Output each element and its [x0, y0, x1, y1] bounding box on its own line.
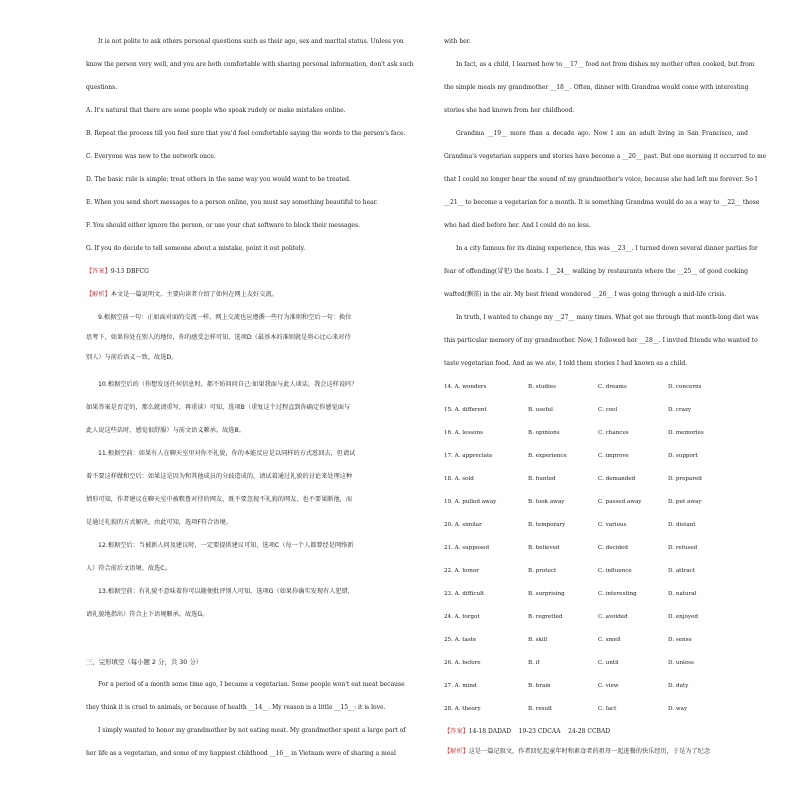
option-e: E. When you send short messages to a person online, you must say something beautiful to hear.: [86, 199, 378, 206]
explanation-line: 9.根据空前一句：正如面对面的交流一样，网上交流也应遵循一些行为准则和空后一句：换位: [98, 314, 352, 321]
option-choice: D. prepared: [668, 476, 702, 482]
option-choice: D. crazy: [668, 407, 692, 413]
option-choice: 22. A. honor: [444, 568, 479, 574]
analysis-line: [444, 748, 748, 756]
option-choice: D. attract: [668, 568, 696, 574]
cloze-line: they think it is cruel to animals, or because of health __14__. My reason is a little __15__: it is love.: [86, 704, 386, 711]
analysis-line: [86, 291, 390, 299]
option-choice: 15. A. different: [444, 407, 487, 413]
analysis-value: 本文是一篇说明文。主要向读者介绍了如何在网上友好交流。: [110, 291, 278, 298]
explanation-line: 是通过礼貌的方式解决。由此可知，选项F符合语境。: [86, 519, 232, 526]
answer-line: [86, 268, 390, 276]
option-choice: D. put away: [668, 499, 702, 505]
answer-value: 9-13 DBFCG: [110, 268, 149, 275]
explanation-line: 着不要这样做和空后：如果这是因为和其他成员的分歧造成的，请试着通过礼貌的讨论来处理这种: [86, 473, 353, 480]
explanation-line: 此人说这些话时，感觉很舒服）与前文语义顺承。故选B。: [86, 427, 245, 434]
option-choice: B. opinions: [528, 430, 560, 436]
option-choice: C. dreams: [598, 384, 627, 390]
cloze-line: the simple meals my grandmother __18__. Often, dinner with Grandma would come with interesting: [444, 84, 749, 91]
answer-label: 【答案】: [86, 268, 111, 275]
cloze-line: taste vegetarian food. And as we ate, I told them stories I had known as a child.: [444, 360, 688, 367]
answer-label: 【答案】: [444, 728, 469, 735]
option-choice: B. regretted: [528, 614, 563, 620]
option-choice: D. refused: [668, 545, 698, 551]
option-choice: D. enjoyed: [668, 614, 698, 620]
explanation-line: 人）符合前后文语境。故选C。: [86, 565, 171, 572]
explanation-line: 思考下，如果你处在别人的地位，你的感受怎样可知，选项D（最基本的准则就是将心比心来对待: [86, 334, 351, 341]
option-choice: C. various: [598, 522, 627, 528]
answer-line: [444, 728, 748, 736]
option-a: A. It's natural that there are some people who speak rudely or make mistakes online.: [86, 107, 346, 114]
option-choice: 19. A. pulled away: [444, 499, 497, 505]
option-choice: D. natural: [668, 591, 697, 597]
cloze-line: Grandma __19__ more than a decade ago. Now I am an adult living in San Francisco, and: [456, 130, 748, 137]
option-choice: C. improve: [598, 453, 629, 459]
cloze-line: stories she had known from her childhood.: [444, 107, 575, 114]
paragraph-line: questions.: [86, 84, 118, 91]
option-choice: D. sense: [668, 637, 692, 643]
option-choice: B. result: [528, 706, 553, 712]
explanation-line: 11.根据空前：如果有人在聊天室里对你不礼貌，你的本能反应是以同样的方式怼回去，但请试: [98, 450, 356, 457]
option-choice: B. skill: [528, 637, 548, 643]
cloze-line: In a city famous for its dining experience, this was __23__. I turned down several dinner parties for: [456, 245, 758, 252]
analysis-value: 这是一篇记叙文，作者回忆起童年时和素食者的祖母一起进餐的快乐经历，于是为了纪念: [468, 748, 711, 755]
option-choice: 26. A. before: [444, 660, 481, 666]
option-choice: D. duty: [668, 683, 689, 689]
option-choice: D. concerns: [668, 384, 702, 390]
explanation-line: 10.根据空后的（你想发送任何信息时，都不妨问问自己:如果我面与此人谈话，我会这样说吗？: [98, 381, 358, 388]
option-choice: C. until: [598, 660, 619, 666]
option-choice: C. smell: [598, 637, 621, 643]
analysis-label: 【解析】: [86, 291, 111, 298]
section-title: 三、完形填空（每小题 2 分，共 30 分）: [86, 658, 203, 666]
option-g: G. If you do decide to tell someone about a mistake, point it out politely.: [86, 245, 306, 252]
option-choice: 27. A. mind: [444, 683, 477, 689]
option-choice: C. passed away: [598, 499, 642, 505]
paragraph-line: know the person very well, and you are both comfortable with sharing personal information, don't ask such: [86, 61, 414, 68]
explanation-line: 别人）与前后语义一致。故选D。: [86, 354, 178, 361]
cloze-line: that I could no longer hear the sound of my grandmother's voice, because she had left me forever. So I: [444, 176, 758, 183]
option-choice: 28. A. theory: [444, 706, 481, 712]
option-choice: B. studies: [528, 384, 556, 390]
explanation-line: 13.根据空前：有礼貌不意味着你可以随便批评别人可知，选项G（如果你确实发现有人犯错，: [98, 588, 354, 595]
cloze-line: In fact, as a child, I learned how to __17__ food not from dishes my mother often cooked, but from: [456, 61, 755, 68]
cloze-line: her life as a vegetarian, and some of my happiest childhood __16__ in Vietnam were of sharing a meal: [86, 750, 396, 757]
option-choice: B. hunted: [528, 476, 556, 482]
explanation-line: 情形可知，作者建议在聊天室中被粗鲁对待的网友，既不要忽视不礼貌的网友，也不要果断他，而: [86, 496, 353, 503]
option-choice: C. view: [598, 683, 619, 689]
explanation-line: 如果答案是否定的，那么就请重写，再重读）可知，选项B（重复这个过程直到你确定你感觉面与: [86, 404, 351, 411]
explanation-line: 12.根据空后：当被新人问及建议时，一定要提供建议可知，选项C（每一个人都曾经是网络新: [98, 542, 354, 549]
option-f: F. You should either ignore the person, or use your chat software to block their messages.: [86, 222, 360, 229]
option-choice: 25. A. taste: [444, 637, 477, 643]
cloze-line: __21__ to become a vegetarian for a month. It is something Grandma would do as a way to __22__ those: [444, 199, 760, 206]
option-choice: C. chances: [598, 430, 629, 436]
option-choice: C. avoided: [598, 614, 628, 620]
option-choice: 17. A. appreciate: [444, 453, 493, 459]
option-choice: D. way: [668, 706, 688, 712]
cloze-line: I simply wanted to honor my grandmother by not eating meat. My grandmother spent a large part of: [98, 727, 406, 734]
option-choice: D. distant: [668, 522, 696, 528]
option-choice: D. memories: [668, 430, 704, 436]
cloze-line: In truth, I wanted to change my __27__ many times. What got me through that month-long diet was: [456, 314, 759, 321]
option-choice: C. cool: [598, 407, 618, 413]
option-choice: 21. A. supposed: [444, 545, 490, 551]
explanation-line: 请礼貌地指出）符合上下语境顺承。故选G。: [86, 611, 209, 618]
option-choice: B. protect: [528, 568, 557, 574]
option-choice: B. brain: [528, 683, 551, 689]
option-choice: 24. A. forgot: [444, 614, 480, 620]
option-choice: 20. A. similar: [444, 522, 482, 528]
option-choice: B. took away: [528, 499, 565, 505]
cloze-line: who had died before her. And I could do no less.: [444, 222, 591, 229]
option-choice: D. unless: [668, 660, 694, 666]
option-d: D. The basic rule is simple: treat others in the same way you would want to be treated.: [86, 176, 351, 183]
option-choice: C. demanded: [598, 476, 636, 482]
option-choice: D. support: [668, 453, 698, 459]
option-choice: 16. A. lessons: [444, 430, 483, 436]
option-choice: C. fact: [598, 706, 617, 712]
option-choice: B. experience: [528, 453, 567, 459]
cloze-line: wafted(飘荡) in the air. My best friend wondered __26__ I was going through a mid-life crisis.: [444, 291, 727, 298]
option-c: C. Everyone was new to the network once.: [86, 153, 216, 160]
cloze-line: this particular memory of my grandmother. Now, I followed her __28__. I invited friends who wanted to: [444, 337, 758, 344]
analysis-label: 【解析】: [444, 748, 469, 755]
option-choice: 18. A. sold: [444, 476, 474, 482]
option-choice: B. surprising: [528, 591, 565, 597]
option-choice: 14. A. wonders: [444, 384, 487, 390]
option-choice: C. influence: [598, 568, 632, 574]
option-choice: B. if: [528, 660, 540, 666]
cloze-line: Grandma's vegetarian suppers and stories have become a __20__ past. But one morning it occurred to me: [444, 153, 767, 160]
option-choice: B. believed: [528, 545, 560, 551]
option-choice: B. useful: [528, 407, 553, 413]
option-choice: 23. A. difficult: [444, 591, 485, 597]
option-choice: B. temporary: [528, 522, 566, 528]
option-choice: C. interesting: [598, 591, 637, 597]
cloze-line: For a period of a month some time ago, I became a vegetarian. Some people won't eat meat because: [98, 681, 405, 688]
cloze-line: with her.: [444, 38, 471, 45]
option-choice: C. decided: [598, 545, 628, 551]
option-b: B. Repeat the process till you feel sure that you'd feel comfortable saying the words to the person's face.: [86, 130, 406, 137]
answer-value: 14-18 DADAD 19-23 CDCAA 24-28 CCBAD: [468, 728, 611, 735]
cloze-line: fear of offending(冒犯) the hosts. I __24__ walking by restaurants where the __25__ of good cooking: [444, 268, 748, 275]
paragraph-line: It is not polite to ask others personal questions such as their age, sex and marital status. Unless you: [98, 38, 404, 45]
